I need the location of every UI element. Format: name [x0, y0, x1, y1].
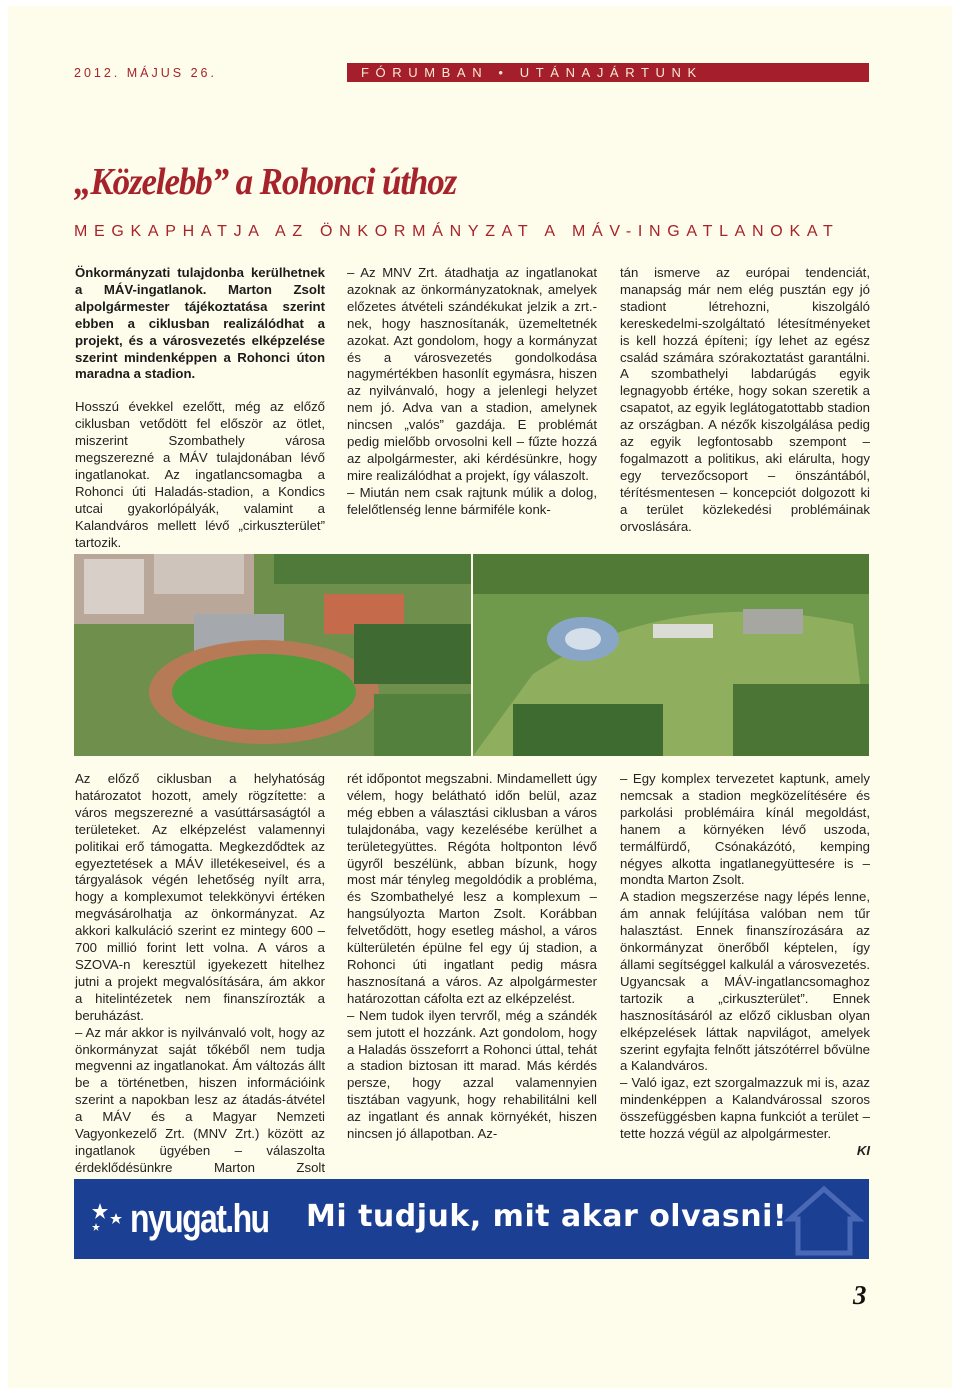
stars-logo-icon	[86, 1199, 130, 1239]
paragraph: – Való igaz, ezt szorgalmazzuk mi is, azaz mindenképpen a Kalandvárossal szoros összefüggésben kapna funkciót a terület – tette hozzá végül az alpolgármester.	[620, 1075, 870, 1142]
ad-logo: nyugat.hu	[130, 1197, 269, 1241]
paragraph: Hosszú évekkel ezelőtt, még az előző ciklusban vetődött fel először az ötlet, miszerint Szombathely városa megszerezné a MÁV tulajdonában lévő ingatlanokat. Az ingatlancsomagba a Rohonci úti Haladás-stadion, a Kondics utcai gyakorlópályák, valamint a Kalandváros mellett lévő „cirkuszterület” tartozik.	[75, 399, 325, 550]
article-subtitle: MEGKAPHATJA AZ ÖNKORMÁNYZAT A MÁV-INGATLANOKAT	[74, 223, 840, 240]
section-band: FÓRUMBAN • UTÁNAJÁRTUNK	[347, 63, 869, 82]
house-icon	[784, 1183, 864, 1259]
stadium-aerial-photo	[74, 554, 471, 756]
paragraph: – Az már akkor is nyilvánvaló volt, hogy az önkormányzat saját tőkéből nem tudja megvenni az ingatlanokat. Ám változás állt be a történetben, hiszen információink szerint a napokban lesz az átadás-átvétel a MÁV és a Magyar Nemzeti Vagyonkezelő Zrt. (MNV Zrt.) között az ingatlanok ügyében – válaszolta érdeklődésünkre Marton Zsolt	[75, 1024, 325, 1175]
circus-area-aerial-photo	[473, 554, 869, 756]
author-signature: KI	[856, 1142, 870, 1158]
issue-date: 2012. MÁJUS 26.	[74, 66, 217, 80]
paragraph: – Egy komplex tervezetet kaptunk, amely nemcsak a stadion megközelítésére és parkolási problémáira kínál megoldást, hanem a környéken lévő uszoda, termálfürdő, Csónakázótó, kemping négyes alkotta ingatlanegyüttesére is – mondta Marton Zsolt.	[620, 771, 870, 888]
ad-slogan: Mi tudjuk, mit akar olvasni!	[306, 1199, 788, 1234]
paragraph: – Az MNV Zrt. átadhatja az ingatlanokat azoknak az önkormányzatoknak, amelyek előzetes átvételi szándékukat jelzik a zrt.-nek, hogy hasznosítanák, üzemeltetnék azokat. Azt gondolom, hogy a kormányzat és a városvezetés gondolkodása nagymértékben hasonlít egymásra, hiszen az nyilvánvaló, hogy a jelenlegi helyzet nem jó. Adva van a stadion, amelynek nincsen „valós” gazdája. E problémát pedig mielőbb orvosolni kell – fűzte hozzá az alpolgármester, aki kérdésünkre, hogy mire realizálódhat a projekt, így válaszolt.	[347, 265, 597, 483]
bottom-column-2	[347, 771, 597, 1143]
article-lead: Önkormányzati tulajdonba kerülhetnek a MÁV-ingatlanok. Marton Zsolt alpolgármester tájékoztatása szerint ebben a ciklusban realizálódhat a projekt, és a városvezetés elképzelése szerint mindenképpen a Rohonci úton maradna a stadion.	[75, 265, 325, 382]
top-column-2	[347, 265, 597, 519]
top-column-1	[75, 265, 325, 552]
nyugat-hu-advertisement[interactable]	[74, 1179, 869, 1259]
page-number: 3	[853, 1280, 867, 1310]
paragraph: tán ismerve az európai tendenciát, manapság már nem elég pusztán egy jó stadiont létrehozni, kiszolgáló kereskedelmi-szolgáltató létesítményeket is kell hozzá építeni; így lehet az egész család számára szórakoztatást garantálni. A szombathelyi labdarúgás egyik legnagyobb értéke, hogy sokan szeretik a csapatot, az egyik leglátogatottabb stadion az országban. A nézők kiszolgálása pedig az egyik legfontosabb szempont – fogalmazott a politikus, aki elárulta, hogy egy tervezőcsoport – önszántából, térítésmentesen – koncepciót dolgozott ki a terület közlekedési problémáinak orvoslására.	[620, 265, 870, 534]
bottom-column-3	[620, 771, 870, 1160]
top-column-3	[620, 265, 870, 536]
paragraph: – Nem tudok ilyen tervről, még a szándék sem jutott el hozzánk. Azt gondolom, hogy a Haladás összeforrt a Rohonci úttal, tehát a stadion biztosan itt marad. Más kérdés persze, hogy azzal valamennyien tisztában vagyunk, hogy rehabilitálni kell az ingatlant és annak környékét, hiszen nincsen jó állapotban. Az-	[347, 1007, 597, 1142]
article-title: „Közelebb” a Rohonci úthoz	[74, 161, 457, 203]
paragraph: Az előző ciklusban a helyhatóság határozatot hozott, amely rögzítette: a város megszerezné a vasúttársaságtól a területeket. Az elképzelést valamennyi politikai erő támogatta. Megkezdődtek az egyeztetések a MÁV illetékeseivel, és a tárgyalások végén lehetőség nyílt arra, hogy a komplexumot telekkönyvi értéken megvásárolhatja az önkormányzat. Az akkori kalkuláció szerint ez mintegy 600 – 700 millió forint lett volna. A város a SZOVA-n keresztül igyekezett hitelhez jutni a projekt megvalósítására, ám akkor a hitelintézetek nem finanszírozták a beruházást.	[75, 771, 325, 1023]
bottom-column-1	[75, 771, 325, 1194]
paragraph: A stadion megszerzése nagy lépés lenne, ám annak felújítása valóban nem tűr halasztást. Ennek finanszírozására az önkormányzat önerőből képtelen, így állami segítséggel kalkulál a városvezetés. Ugyancsak a MÁV-ingatlancsomaghoz tartozik a „cirkuszterület”. Ennek hasznosításáról az előző ciklusban olyan elképzelések láttak napvilágot, amelyek szerint egyfajta felnőtt játszótérrel bővülne a Kalandváros.	[620, 889, 870, 1074]
paragraph: rét időpontot megszabni. Mindamellett úgy vélem, hogy belátható időn belül, azaz még ebben a választási ciklusban a város tulajdonába, vagy kezelésébe kerülhet a területegyüttes. Régóta holtponton lévő ügyről beszélünk, abban bízunk, hogy most már tényleg megoldódik a probléma, és Szombathelyé lesz a komplexum – hangsúlyozta Marton Zsolt. Korábban felvetődött, hogy esetleg máshol, a város külterületén épülne fel egy új stadion, a Rohonci úti ingatlant pedig másra hasznosítaná a város. Az alpolgármester határozottan cáfolta ezt az elképzelést.	[347, 771, 597, 1006]
paragraph: – Miután nem csak rajtunk múlik a dolog, felelőtlenség lenne bármiféle konk-	[347, 484, 597, 517]
